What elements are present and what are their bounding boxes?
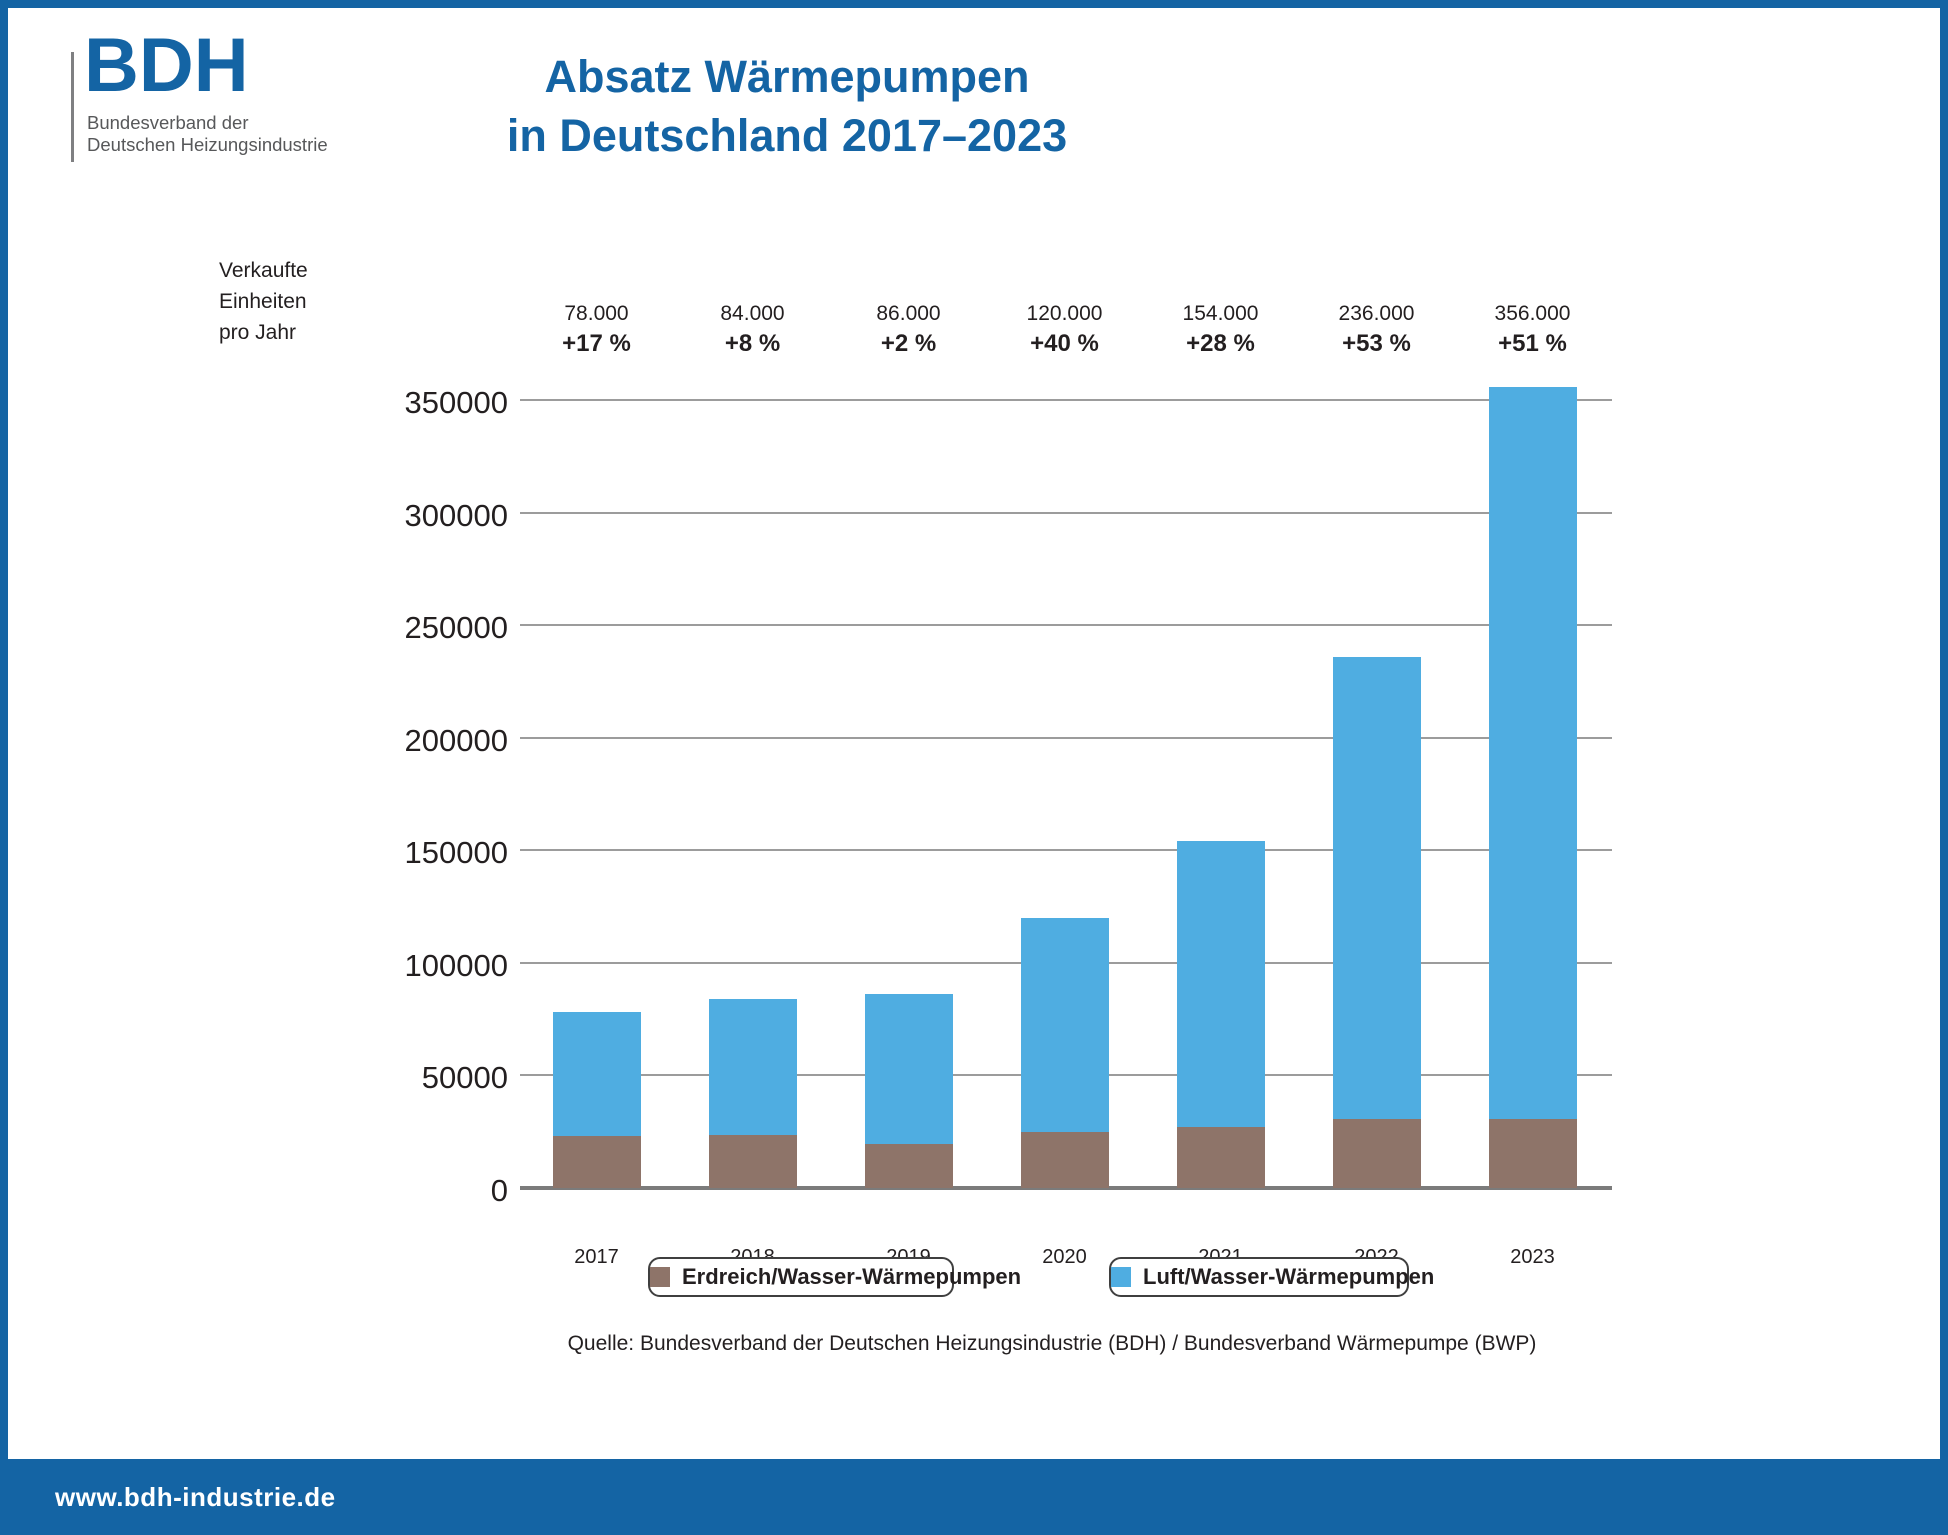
chart-title-line2: in Deutschland 2017–2023: [506, 109, 1068, 161]
x-tick-label-2023: 2023: [1510, 1246, 1555, 1268]
annotation-percent-2022: +53 %: [1342, 330, 1411, 357]
legend-swatch-cell: [650, 1259, 670, 1295]
y-tick-label-150000: 150000: [404, 835, 508, 870]
footer-website-link[interactable]: www.bdh-industrie.de: [55, 1481, 336, 1512]
bar-2021-luft-segment: [1177, 841, 1265, 1127]
bar-2022-luft-segment: [1333, 657, 1421, 1119]
annotation-total-2022: 236.000: [1338, 302, 1415, 325]
annotation-total-2023: 356.000: [1494, 302, 1571, 325]
bar-annotation-2017: [509, 302, 685, 358]
x-tick-label-2017: 2017: [574, 1246, 619, 1268]
legend-label-erdreich: Erdreich/Wasser-Wärmepumpen: [682, 1264, 1022, 1289]
annotation-percent-2023: +51 %: [1498, 330, 1567, 357]
bar-2021-erdreich-segment: [1177, 1127, 1265, 1188]
y-tick-label-350000: 350000: [404, 385, 508, 420]
bar-2018-erdreich-segment: [709, 1135, 797, 1188]
legend-item-luft: [1109, 1257, 1435, 1297]
bdh-logo: BDH: [84, 23, 249, 108]
bar-annotation-2023: [1445, 302, 1621, 358]
bar-2020-erdreich-segment: [1021, 1132, 1109, 1187]
logo-divider-rule: [71, 52, 74, 162]
annotation-percent-2020: +40 %: [1030, 330, 1099, 357]
annotation-percent-2018: +8 %: [724, 330, 781, 357]
bar-2020-luft-segment: [1021, 918, 1109, 1133]
bar-2022-erdreich-segment: [1333, 1119, 1421, 1188]
bar-2019-erdreich-segment: [865, 1144, 953, 1188]
logo-subtitle-line2: Deutschen Heizungsindustrie: [87, 134, 328, 156]
bar-2017-erdreich-segment: [553, 1136, 641, 1188]
gridline-350000: [520, 399, 1612, 401]
source-note: Quelle: Bundesverband der Deutschen Heizungsindustrie (BDH) / Bundesverband Wärmepumpe (BWP): [567, 1332, 1537, 1355]
footer-band: [0, 1459, 1948, 1535]
bar-annotation-2022: [1289, 302, 1465, 358]
bar-2023-erdreich-segment: [1489, 1119, 1577, 1188]
x-tick-label-2020: 2020: [1042, 1246, 1087, 1268]
gridline-200000: [520, 737, 1612, 739]
legend-swatch-erdreich: [650, 1267, 670, 1287]
chart-title-line1: Absatz Wärmepumpen: [544, 51, 1030, 102]
gridline-250000: [520, 624, 1612, 626]
legend-item-erdreich: [648, 1257, 1022, 1297]
legend-swatch-luft: [1111, 1267, 1131, 1287]
annotation-percent-2019: +2 %: [880, 330, 937, 357]
annotation-total-2021: 154.000: [1182, 302, 1259, 325]
chart-title: [462, 48, 1112, 165]
legend-swatch-cell: [1111, 1259, 1131, 1295]
bar-annotation-2020: [977, 302, 1153, 358]
bar-annotation-2018: [665, 302, 841, 358]
annotation-total-2018: 84.000: [720, 302, 785, 325]
y-tick-label-200000: 200000: [404, 722, 508, 758]
y-tick-label-50000: 50000: [421, 1060, 508, 1095]
annotation-total-2020: 120.000: [1026, 302, 1103, 325]
annotation-percent-2017: +17 %: [562, 330, 631, 357]
gridline-150000: [520, 849, 1612, 851]
annotation-percent-2021: +28 %: [1186, 330, 1255, 357]
bar-annotation-2019: [821, 302, 997, 358]
y-axis-label: Verkaufte Einheiten pro Jahr: [219, 259, 308, 344]
annotation-total-2017: 78.000: [564, 302, 629, 325]
logo-subtitle-line1: Bundesverband der: [87, 112, 249, 133]
legend-label-luft: Luft/Wasser-Wärmepumpen: [1143, 1264, 1435, 1289]
gridline-300000: [520, 512, 1612, 514]
bar-annotation-2021: [1133, 302, 1309, 358]
y-tick-label-250000: 250000: [404, 610, 508, 645]
y-tick-label-100000: 100000: [404, 947, 508, 983]
bar-2019-luft-segment: [865, 994, 953, 1144]
y-tick-label-300000: 300000: [404, 497, 508, 533]
logo-subtitle: [87, 112, 328, 156]
bar-2018-luft-segment: [709, 999, 797, 1135]
annotation-total-2019: 86.000: [876, 302, 941, 325]
bar-2023-luft-segment: [1489, 387, 1577, 1119]
bar-2017-luft-segment: [553, 1012, 641, 1136]
y-tick-label-0: 0: [490, 1172, 508, 1208]
